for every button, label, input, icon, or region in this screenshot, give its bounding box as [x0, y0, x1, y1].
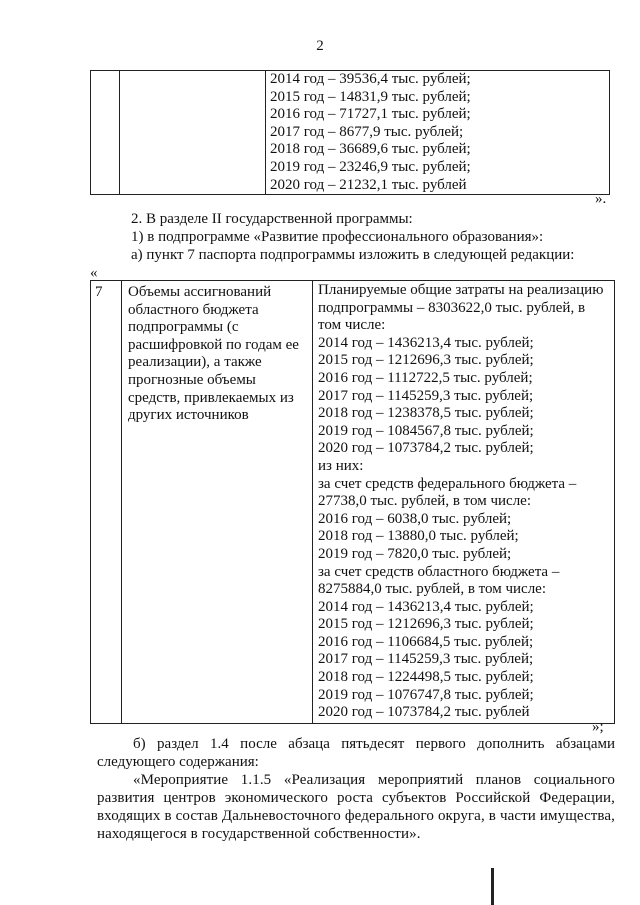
- content-line: 8275884,0 тыс. рублей, в том числе:: [318, 581, 547, 598]
- table-cell-amounts: [266, 71, 610, 195]
- amount-lines: [270, 71, 605, 194]
- passport-item-table: [90, 280, 615, 724]
- content-line: 2017 год – 1145259,3 тыс. рублей;: [318, 387, 534, 404]
- opening-quote: «: [90, 265, 98, 281]
- paragraph-passport-item: а) пункт 7 паспорта подпрограммы изложить в следующей редакции:: [131, 247, 575, 263]
- content-line: Планируемые общие затраты на реализацию: [318, 282, 604, 298]
- item-number: 7: [91, 281, 122, 724]
- paragraph-event: «Мероприятие 1.1.5 «Реализация мероприятий планов социального развития центров экономического роста субъектов Российской Федерации, входящих в состав Дальневосточного федерального округа, в части имущества, находящегося в государственной собственности».: [97, 772, 615, 842]
- description-line: прогнозные объемы: [128, 371, 256, 388]
- item-description: [122, 281, 313, 724]
- description-line: средств, привлекаемых из: [128, 389, 294, 406]
- table-cell-number: [91, 71, 120, 195]
- description-line: подпрограммы (с: [128, 319, 239, 336]
- content-line: 2019 год – 1076747,8 тыс. рублей;: [318, 686, 534, 703]
- content-line: 2019 год – 7820,0 тыс. рублей;: [318, 545, 512, 562]
- amount-line: 2018 год – 36689,6 тыс. рублей;: [270, 141, 471, 158]
- content-line: 2020 год – 1073784,2 тыс. рублей;: [318, 440, 534, 457]
- description-line: других источников: [128, 407, 249, 424]
- closing-quote: ».: [595, 191, 607, 207]
- description-line: Объемы ассигнований: [128, 284, 272, 300]
- description-lines: [128, 284, 306, 425]
- content-line: 2016 год – 6038,0 тыс. рублей;: [318, 510, 512, 527]
- description-line: областного бюджета: [128, 301, 259, 318]
- amount-line: 2016 год – 71727,1 тыс. рублей;: [270, 106, 471, 123]
- funding-table-continued: [90, 70, 610, 195]
- content-line: подпрограммы – 8303622,0 тыс. рублей, в: [318, 299, 586, 316]
- item-content: [313, 281, 615, 724]
- content-lines: [318, 282, 609, 722]
- amount-line: 2020 год – 21232,1 тыс. рублей: [270, 176, 467, 193]
- content-line: за счет средств областного бюджета –: [318, 563, 560, 580]
- paragraph-section-2: 2. В разделе II государственной программы:: [131, 211, 413, 227]
- content-line: 2016 год – 1106684,5 тыс. рублей;: [318, 633, 534, 650]
- content-line: 2018 год – 13880,0 тыс. рублей;: [318, 528, 519, 545]
- content-line: 2017 год – 1145259,3 тыс. рублей;: [318, 651, 534, 668]
- description-line: реализации), а также: [128, 354, 262, 371]
- closing-quote-2: »;: [592, 719, 604, 735]
- content-line: 2018 год – 1224498,5 тыс. рублей;: [318, 669, 534, 686]
- page-number: 2: [316, 38, 324, 54]
- content-line: 2020 год – 1073784,2 тыс. рублей: [318, 704, 530, 721]
- paragraph-b: б) раздел 1.4 после абзаца пятьдесят первого дополнить абзацами следующего содержания:: [97, 736, 615, 770]
- content-line: 2016 год – 1112722,5 тыс. рублей;: [318, 369, 533, 386]
- content-line: 2015 год – 1212696,3 тыс. рублей;: [318, 352, 534, 369]
- content-line: 2019 год – 1084567,8 тыс. рублей;: [318, 422, 534, 439]
- content-line: 2015 год – 1212696,3 тыс. рублей;: [318, 616, 534, 633]
- content-line: том числе:: [318, 317, 386, 334]
- amount-line: 2014 год – 39536,4 тыс. рублей;: [270, 71, 471, 87]
- content-line: 2018 год – 1238378,5 тыс. рублей;: [318, 405, 534, 422]
- content-line: за счет средств федерального бюджета –: [318, 475, 577, 492]
- description-line: расшифровкой по годам ее: [128, 336, 299, 353]
- amount-line: 2015 год – 14831,9 тыс. рублей;: [270, 88, 471, 105]
- content-line: 2014 год – 1436213,4 тыс. рублей;: [318, 598, 534, 615]
- amount-line: 2017 год – 8677,9 тыс. рублей;: [270, 123, 464, 140]
- content-line: 27738,0 тыс. рублей, в том числе:: [318, 493, 532, 510]
- table-cell-description: [120, 71, 266, 195]
- content-line: из них:: [318, 457, 364, 474]
- paragraph-subprogram: 1) в подпрограмме «Развитие профессионального образования»:: [131, 229, 544, 245]
- amount-line: 2019 год – 23246,9 тыс. рублей;: [270, 158, 471, 175]
- content-line: 2014 год – 1436213,4 тыс. рублей;: [318, 334, 534, 351]
- scan-mark: [491, 868, 494, 905]
